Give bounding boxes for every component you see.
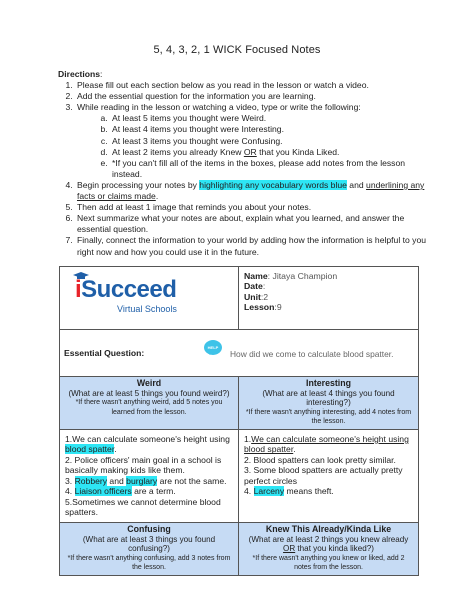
interesting-note-4: 4. Larceny means theft. <box>244 486 334 497</box>
weird-header: Weird (What are at least 5 things you found weird?) *If there wasn't anything weird, add 5 notes you learned from the lesson. <box>60 377 239 430</box>
directions-list <box>58 80 430 258</box>
logo-cell <box>60 267 239 330</box>
underline-text: underlining any facts or claims made <box>77 179 425 202</box>
student-info <box>239 267 419 330</box>
directions <box>58 69 430 258</box>
interesting-note-1: 1.We can calculate someone's height using blood spatter. <box>244 433 409 455</box>
sub-item-interesting: b. At least 4 items you thought were Interesting. <box>110 124 430 135</box>
knew-header: Knew This Already/Kinda Like (What are at least 2 things you knew already OR that you kinda liked?) *If there wasn't anything you knew or liked, add 2 notes from the lesson. <box>239 522 419 575</box>
confusing-header: Confusing (What are at least 3 things you found confusing?) *If there wasn't anything confusing, add 3 notes from the lesson. <box>60 522 239 575</box>
sub-item-weird: a. At least 5 items you thought were Weird. <box>110 113 430 124</box>
highlight-text: highlighting any vocabulary words blue <box>199 179 347 190</box>
essential-question-cell <box>60 330 419 377</box>
direction-item-4: 4. Begin processing your notes by highlighting any vocabulary words blue and underlining any facts or claims made. <box>75 180 430 202</box>
direction-sub-list <box>77 113 430 180</box>
direction-item-2: 2. Add the essential question for the information you are learning. <box>75 91 430 102</box>
direction-item-1: 1. Please fill out each section below as you read in the lesson or watch a video. <box>75 80 430 91</box>
weird-note-2: 2. Police officers' main goal in a school is basically making kids like them. <box>65 454 222 476</box>
page-title: 5, 4, 3, 2, 1 WICK Focused Notes <box>153 44 321 56</box>
interesting-notes <box>239 429 419 522</box>
help-bubble-icon: HELP <box>204 340 222 355</box>
unit-line: Unit:2 <box>244 291 269 302</box>
essential-question-text: How did we come to calculate blood spatter. <box>230 349 394 359</box>
interesting-note-3: 3. Some blood spatters are actually pretty perfect circles <box>244 465 403 486</box>
weird-note-1: 1.We can calculate someone's height using blood spatter. <box>65 433 230 455</box>
date-line: Date: <box>244 281 266 292</box>
weird-note-5: 5.Sometimes we cannot determine blood spatters. <box>65 496 221 518</box>
sub-item-note: e. *If you can't fill all of the items in the boxes, please add notes from the lesson instead. <box>110 158 430 180</box>
logo-wordmark: iSucceed <box>75 276 177 303</box>
essential-question-label: Essential Question: <box>64 348 145 358</box>
sub-item-confusing: c. At least 3 items you thought were Confusing. <box>110 136 430 147</box>
weird-note-3: 3. Robbery and burglary are not the same. <box>65 475 227 486</box>
direction-item-7: 7. Finally, connect the information to your world by adding how the information is helpful to you right now and how you could use it in the future. <box>75 235 430 257</box>
logo-subtitle: Virtual Schools <box>117 304 177 314</box>
sub-item-knew: d. At least 2 items you already Knew OR that you Kinda Liked. <box>110 147 430 158</box>
directions-heading: Directions: <box>58 69 103 79</box>
interesting-note-2: 2. Blood spatters can look pretty similar. <box>244 454 396 465</box>
direction-item-3: 3. While reading in the lesson or watching a video, type or write the following: a. At least 5 items you thought were Weird. b. At least 4 items you thought were Interesting. c. At least 3 items you thought were Confusing. d. At least 2 items you already Knew OR that you Kinda Liked. e. *If you can't fill all of the items in the boxes, please add notes from the lesson instead. <box>75 102 430 180</box>
name-line: Name: Jitaya Champion <box>244 271 338 281</box>
notes-table <box>59 266 419 576</box>
interesting-header: Interesting (What are at least 4 things you found interesting?) *If there wasn't anything interesting, add 4 notes from the lesson. <box>239 377 419 430</box>
direction-item-6: 6. Next summarize what your notes are about, explain what you learned, and answer the essential question. <box>75 213 430 235</box>
isucceed-logo <box>65 270 225 318</box>
weird-note-4: 4. Liaison officers are a term. <box>65 486 176 497</box>
direction-item-5: 5. Then add at least 1 image that reminds you about your notes. <box>75 202 430 213</box>
weird-notes <box>60 429 239 522</box>
lesson-line: Lesson:9 <box>244 302 282 313</box>
